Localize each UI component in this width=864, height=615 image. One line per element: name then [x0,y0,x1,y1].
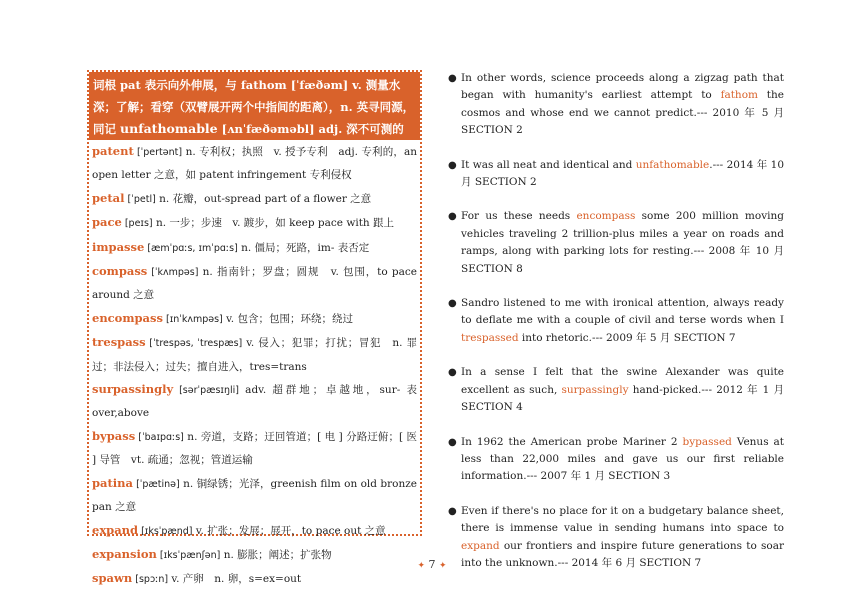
vocab-definition: n. 指南针；罗盘；圆规 v. 包围，to pace around 之意 [92,266,418,302]
vocab-word: encompass [92,310,163,325]
vocab-phonetic: [ˈpetl] [124,193,156,205]
vocab-entry [92,472,417,519]
vocab-entry [92,331,417,378]
vocab-entry [92,425,417,472]
example-source: hand-picked.--- 2012 年 1 月 SECTION 4 [461,383,785,414]
vocab-word: patina [92,475,133,490]
vocab-definition: adv. 超群地；卓越地，sur- 表 over,above [92,384,417,420]
vocab-word: bypass [92,428,136,443]
example-keyword: expand [461,539,500,552]
ornament-left-icon: ✦ [417,561,425,571]
example-source: the cosmos and whose end we cannot predict.--- 2010 年 5 月 SECTION 2 [461,89,784,137]
vocab-entry [92,378,417,425]
vocab-word: surpassingly [92,382,174,397]
vocabulary-list [89,140,420,592]
example-source: our frontiers and inspire future generations to soar into the unknown.--- 2014 年 6 月 SECTION 7 [461,539,784,569]
vocab-word: impasse [92,239,145,254]
example-text: In other words, science proceeds along a zigzag path that began with humanity's earliest attempt to [461,72,784,102]
root-headword-definition: [ʌnˈfæðəməbl] adj. 深不可测的 [217,122,404,136]
page-footer [0,558,864,571]
example-source: some 200 million moving vehicles traveling 2 trillion-plus miles a year on roads and ramps, along with parking lots for resting.--- 2008 年 10 月 SECTION 8 [461,210,784,275]
vocab-phonetic: [spɔːn] [132,574,169,586]
vocab-definition: v. 侵入；犯罪；打扰；冒犯 n. 罪过；非法侵入；过失；擅自进入，tres=trans [92,337,418,373]
bullet-icon: ● [448,367,457,379]
vocab-word: pace [92,215,122,230]
example-keyword: unfathomable [635,158,710,171]
example-text: In 1962 the American probe Mariner 2 [461,435,683,448]
vocab-entry [92,211,417,235]
example-item [448,70,784,140]
bullet-icon: ● [448,159,457,171]
vocab-phonetic: [ˈpertənt] [133,147,183,158]
vocab-entry [92,260,417,307]
example-source: .--- 2014 年 10 月 SECTION 2 [461,158,785,189]
vocab-word: petal [92,190,125,205]
vocab-phonetic: [ˈtrespəs, ˈtrespæs] [145,338,243,350]
vocab-phonetic: [ɪnˈkʌmpəs] [162,313,223,325]
example-item [448,364,784,416]
example-keyword: encompass [576,210,636,223]
vocab-entry [92,236,417,260]
vocab-phonetic: [ɪksˈpænd] [138,525,193,537]
root-header-text: 词根 pat 表示向外伸展，与 fathom [ˈfæðəm] v. 测量水深；了解；看穿（双臂展开两个中指间的距离），n. 英寻同源，同记 [93,78,415,136]
example-keyword: bypassed [682,435,732,448]
bullet-icon: ● [448,436,457,448]
vocab-definition: n. 铜绿锈；光泽，greenish film on old bronze pan 之意 [92,477,417,514]
vocab-phonetic: [sərˈpæsɪŋli] [173,385,239,397]
bullet-icon: ● [448,298,457,310]
vocab-definition: v. 扩张；发展；展开，to pace out 之意 [192,524,386,537]
example-item [448,295,784,347]
example-text: It was all neat and identical and [461,158,636,171]
example-source: Venus at less than 22,000 miles and gave us our first reliable information.--- 2007 年 1 月 SECTION 3 [461,435,784,483]
vocab-word: trespass [92,335,146,350]
vocab-definition: n. 花瓣，out-spread part of a flower 之意 [155,192,372,205]
ornament-right-icon: ✦ [439,561,447,571]
vocab-word: spawn [92,571,133,586]
vocab-definition: n. 专利权；执照 v. 授予专利 adj. 专利的，an open letter 之意，如 patent infringement 专利侵权 [92,146,418,182]
example-item [448,434,784,486]
example-text: Even if there's no place for it on a budgetary balance sheet, there is immense value in sending humans into space to [461,504,784,535]
vocab-definition: n. 膨胀；阐述；扩张物 [220,548,332,561]
example-item [448,157,784,192]
bullet-icon: ● [448,211,457,223]
root-headword: unfathomable [120,121,218,136]
example-keyword: trespassed [461,331,519,344]
vocab-definition: n. 一步；步速 v. 踱步，如 keep pace with 跟上 [152,217,395,230]
vocab-definition: v. 产卵 n. 卵，s=ex=out [168,573,302,586]
vocab-entry [92,519,417,543]
vocab-entry [92,187,417,211]
vocab-word: expansion [92,546,157,561]
example-text: In a sense I felt that the swine Alexander was quite excellent as such, [461,366,784,396]
example-text: Sandro listened to me with ironical attention, always ready to deflate me with a couple of civil and terse words when I [461,297,784,327]
vocab-phonetic: [peɪs] [121,218,153,230]
vocab-definition: v. 包含；包围；环绕；绕过 [222,312,353,325]
example-source: into rhetoric.--- 2009 年 5 月 SECTION 7 [518,331,736,344]
vocab-phonetic: [ɪksˈpænʃən] [156,549,221,561]
vocab-definition: n. 旁道，支路；迂回管道；[ 电 ] 分路迂俯；[ 医 ] 导管 vt. 疏通；忽视；管道运输 [92,430,417,467]
bullet-icon: ● [448,73,457,84]
bullet-icon: ● [448,505,457,517]
vocab-definition: n. 僵局；死路，im- 表否定 [237,241,370,254]
example-item [448,208,784,278]
vocab-word: patent [92,144,134,158]
example-text: For us these needs [461,210,577,223]
vocab-phonetic: [ˈkʌmpəs] [147,267,199,279]
vocab-phonetic: [æmˈpɑːs, ɪmˈpɑːs] [144,242,238,254]
vocab-word: compass [92,264,148,279]
example-keyword: fathom [720,89,758,102]
example-sentences [448,70,784,589]
vocab-phonetic: [ˈpætinə] [133,478,180,490]
vocab-word: expand [92,522,139,537]
vocab-entry [92,307,417,331]
vocab-phonetic: [ˈbaɪpɑːs] [135,431,184,443]
word-root-box [87,70,422,586]
root-header [89,72,420,140]
vocab-entry [92,140,417,187]
example-keyword: surpassingly [561,383,629,396]
page-number: 7 [428,558,436,571]
